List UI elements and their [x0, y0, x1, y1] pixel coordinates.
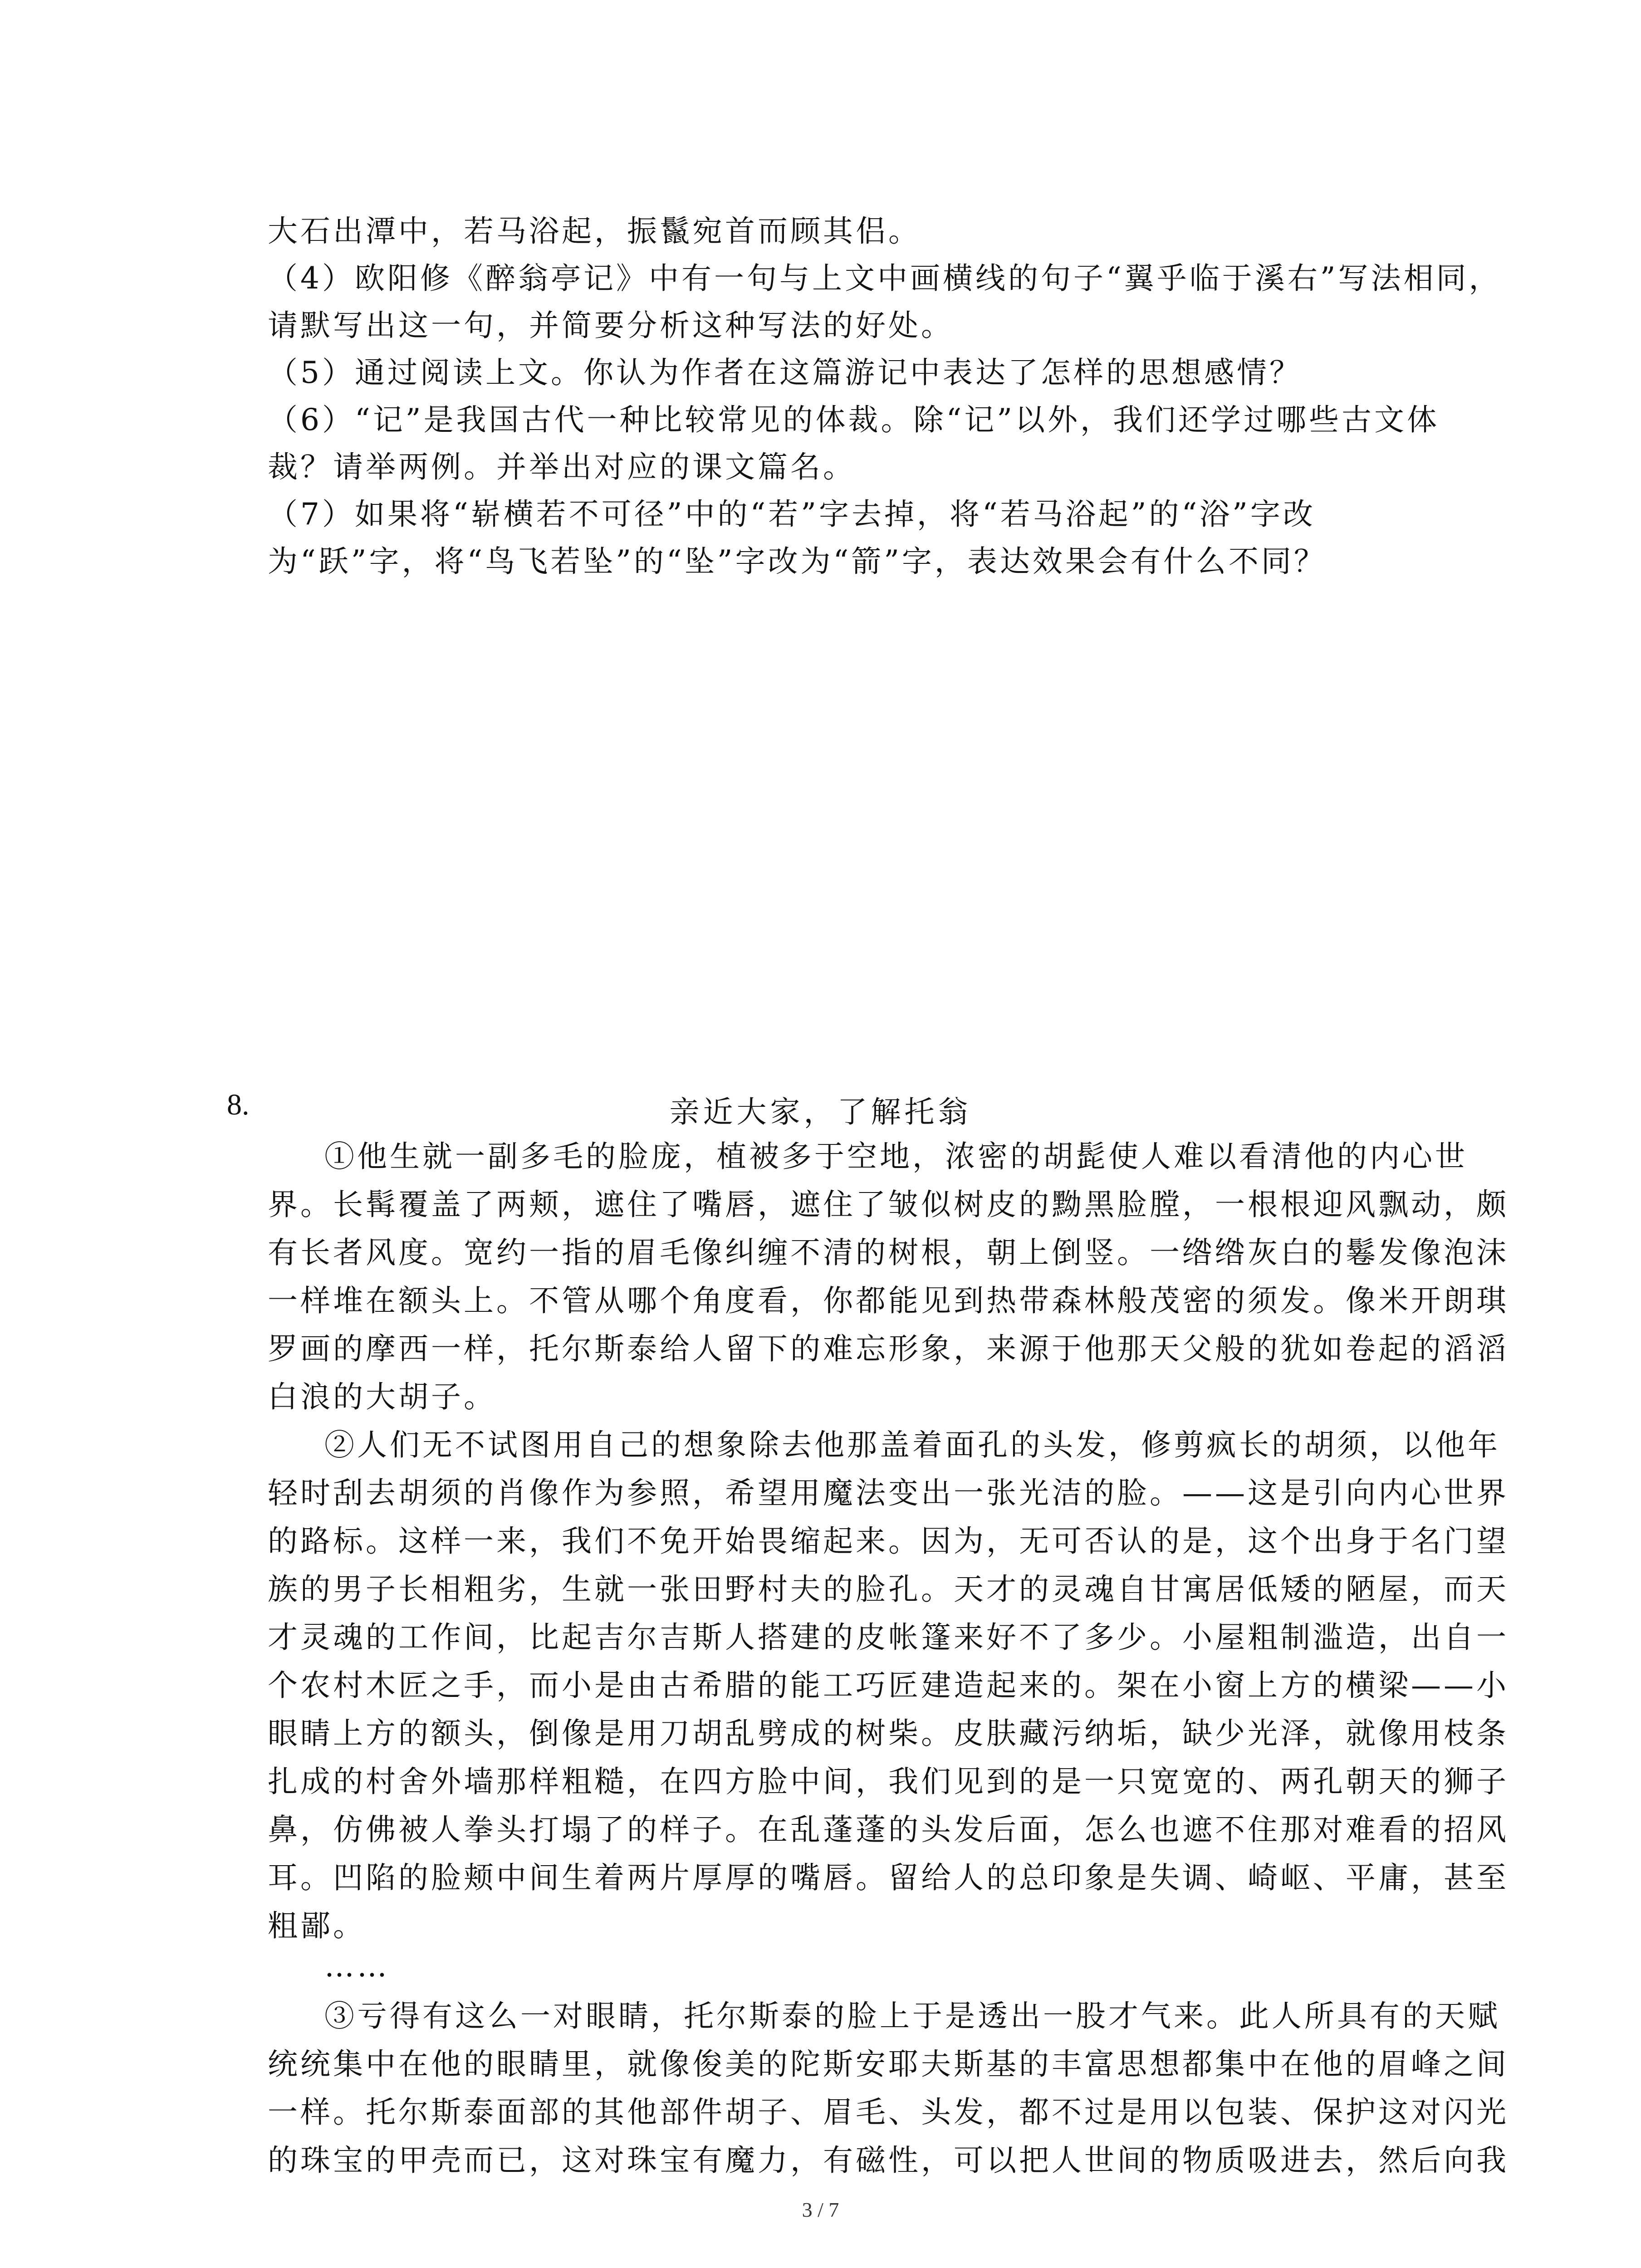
paragraph-2-line: 扎成的村舍外墙那样粗糙，在四方脸中间，我们见到的是一只宽宽的、两孔朝天的狮子: [268, 1764, 1509, 1799]
paragraph-2-line: 鼻，仿佛被人拳头打塌了的样子。在乱蓬蓬的头发后面，怎么也遮不住那对难看的招风: [268, 1812, 1509, 1847]
page-indicator: 3 / 7: [802, 2198, 839, 2221]
paragraph-2-line: 轻时刮去胡须的肖像作为参照，希望用魔法变出一张光洁的脸。——这是引向内心世界: [268, 1476, 1509, 1510]
paragraph-1-line: 一样堆在额头上。不管从哪个角度看，你都能见到热带森林般茂密的须发。像米开朗琪: [268, 1283, 1509, 1318]
paragraph-1-line: 罗画的摩西一样，托尔斯泰给人留下的难忘形象，来源于他那天父般的犹如卷起的滔滔: [268, 1331, 1509, 1366]
paragraph-1-line: 界。长髯覆盖了两颊，遮住了嘴唇，遮住了皱似树皮的黝黑脸膛，一根根迎风飘动，颇: [268, 1187, 1509, 1222]
paragraph-1-line: 有长者风度。宽约一指的眉毛像纠缠不清的树根，朝上倒竖。一绺绺灰白的鬈发像泡沫: [268, 1235, 1509, 1270]
paragraph-2-line: ②人们无不试图用自己的想象除去他那盖着面孔的头发，修剪疯长的胡须，以他年: [324, 1427, 1500, 1462]
question-4-line-1: （4）欧阳修《醉翁亭记》中有一句与上文中画横线的句子“翼乎临于溪右”写法相同，: [268, 261, 1502, 296]
paragraph-3-line: ③亏得有这么一对眼睛，托尔斯泰的脸上于是透出一股才气来。此人所具有的天赋: [324, 1999, 1500, 2033]
paragraph-2-line: 眼睛上方的额头，倒像是用刀胡乱劈成的树柴。皮肤藏污纳垢，缺少光泽，就像用枝条: [268, 1716, 1509, 1751]
question-5-line: （5）通过阅读上文。你认为作者在这篇游记中表达了怎样的思想感情？: [268, 355, 1302, 390]
paragraph-2-line: 才灵魂的工作间，比起吉尔吉斯人搭建的皮帐篷来好不了多少。小屋粗制滥造，出自一: [268, 1620, 1509, 1655]
paragraph-3-line: 一样。托尔斯泰面部的其他部件胡子、眉毛、头发，都不过是用以包装、保护这对闪光: [268, 2095, 1509, 2130]
paragraph-2-line: 粗鄙。: [268, 1908, 366, 1943]
passage-title: 亲近大家，了解托翁: [669, 1095, 972, 1129]
question-7-line-2: 为“跃”字，将“鸟飞若坠”的“坠”字改为“箭”字，表达效果会有什么不同？: [268, 544, 1327, 579]
paragraph-2-line: 的路标。这样一来，我们不免开始畏缩起来。因为，无可否认的是，这个出身于名门望: [268, 1524, 1509, 1559]
paragraph-2-line: 个农村木匠之手，而小是由古希腊的能工巧匠建造起来的。架在小窗上方的横梁——小: [268, 1668, 1509, 1703]
paragraph-2-line: 耳。凹陷的脸颊中间生着两片厚厚的嘴唇。留给人的总印象是失调、崎岖、平庸，甚至: [268, 1860, 1509, 1895]
paragraph-2-line: 族的男子长相粗劣，生就一张田野村夫的脸孔。天才的灵魂自甘寓居低矮的陋屋，而天: [268, 1572, 1509, 1607]
paragraph-3-line: 统统集中在他的眼睛里，就像俊美的陀斯安耶夫斯基的丰富思想都集中在他的眉峰之间: [268, 2047, 1509, 2082]
ellipsis: ……: [324, 1949, 390, 1984]
question-4-line-2: 请默写出这一句，并简要分析这种写法的好处。: [268, 308, 954, 343]
paragraph-1-line: 白浪的大胡子。: [268, 1379, 496, 1414]
question-7-line-1: （7）如果将“崭横若不可径”中的“若”字去掉，将“若马浴起”的“浴”字改: [268, 497, 1316, 532]
paragraph-3-line: 的珠宝的甲壳而已，这对珠宝有魔力，有磁性，可以把人世间的物质吸进去，然后向我: [268, 2143, 1509, 2178]
question-number: 8.: [227, 1088, 250, 1121]
paragraph-1-line: ①他生就一副多毛的脸庞，植被多于空地，浓密的胡髭使人难以看清他的内心世: [324, 1139, 1468, 1174]
text-line: 大石出潭中，若马浴起，振鬣宛首而顾其侣。: [268, 214, 921, 249]
question-6-line-1: （6）“记”是我国古代一种比较常见的体裁。除“记”以外，我们还学过哪些古文体: [268, 402, 1440, 437]
question-6-line-2: 裁？请举两例。并举出对应的课文篇名。: [268, 450, 856, 484]
